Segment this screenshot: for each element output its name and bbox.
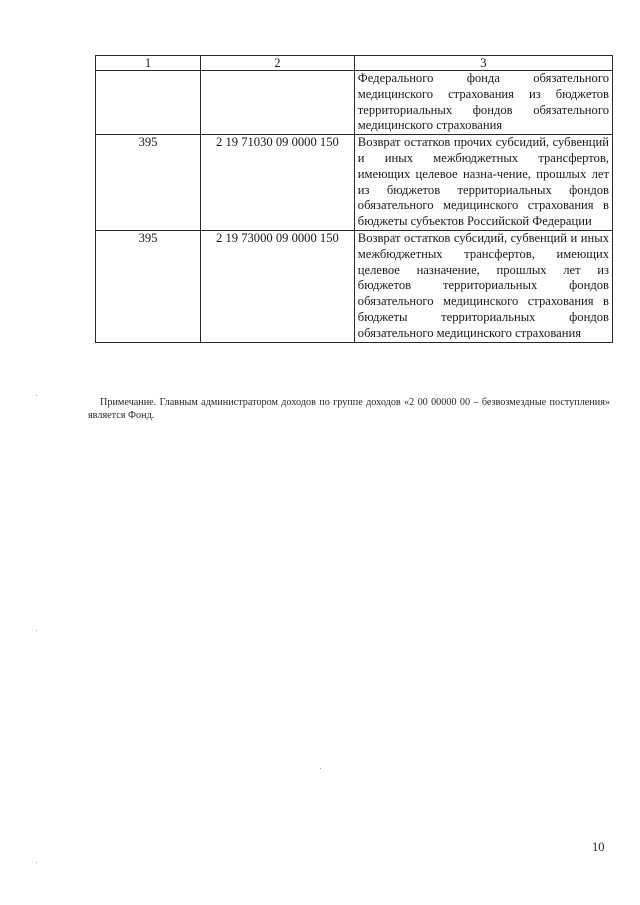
scan-speck [320, 768, 321, 769]
empty-cell [96, 71, 201, 135]
admin-code-cell: 395 [96, 230, 201, 342]
income-codes-table [95, 55, 613, 343]
column-header-1: 1 [96, 56, 201, 71]
footnote: Примечание. Главным администратором доходов по группе доходов «2 00 00000 00 – безвозмездные поступления» является Фонд. [88, 397, 610, 421]
income-name-cell: Возврат остатков субсидий, субвенций и иных межбюджетных трансфертов, имеющих целевое назначение, прошлых лет из бюджетов территориальных фондов обязательного медицинского страхования в бюджеты территориальных фондов обязательного медицинского страхования [354, 230, 612, 342]
scan-speck [36, 862, 37, 863]
kbk-code-cell: 2 19 73000 09 0000 150 [201, 230, 355, 342]
table-row [96, 230, 613, 342]
table-header-row [96, 56, 613, 71]
column-header-2: 2 [201, 56, 355, 71]
empty-cell [201, 71, 355, 135]
scan-speck [36, 395, 37, 396]
kbk-code-cell: 2 19 71030 09 0000 150 [201, 135, 355, 231]
admin-code-cell: 395 [96, 135, 201, 231]
continued-name-cell: Федерального фонда обязательного медицинского страхования из бюджетов территориальных фондов обязательного медицинского страхования [354, 71, 612, 135]
page-number: 10 [592, 840, 605, 854]
table-row [96, 135, 613, 231]
column-header-3: 3 [354, 56, 612, 71]
income-name-cell: Возврат остатков прочих субсидий, субвенций и иных межбюджетных трансфертов, имеющих целевое назна-чение, прошлых лет из бюджетов территориальных фондов обязательного медицинского страхования в бюджеты субъектов Российской Федерации [354, 135, 612, 231]
scan-speck [36, 630, 37, 631]
table-row-continuation [96, 71, 613, 135]
